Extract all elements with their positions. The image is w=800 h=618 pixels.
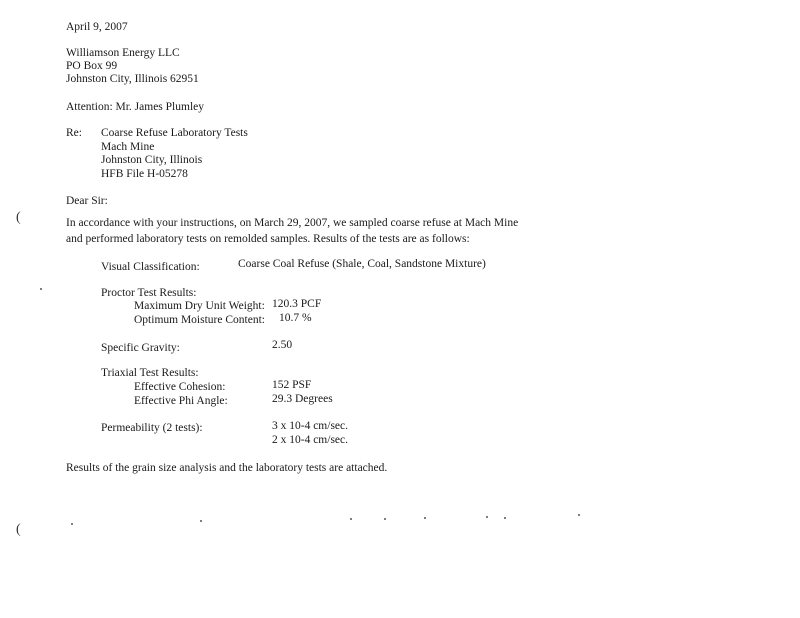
visual-classification-label: Visual Classification:: [101, 261, 200, 273]
re-line: Coarse Refuse Laboratory Tests: [101, 127, 248, 139]
scan-speck: [504, 517, 506, 519]
permeability-value-2: 2 x 10-4 cm/sec.: [272, 434, 349, 446]
scan-speck: [71, 523, 73, 525]
scan-speck: [200, 520, 202, 522]
closing-sentence: Results of the grain size analysis and the laboratory tests are attached.: [66, 462, 388, 474]
attention-line: Attention: Mr. James Plumley: [66, 101, 204, 113]
specific-gravity-label: Specific Gravity:: [101, 342, 180, 354]
recipient-city-state-zip: Johnston City, Illinois 62951: [66, 73, 199, 85]
letter-date: April 9, 2007: [66, 21, 128, 33]
optimum-moisture-label: Optimum Moisture Content:: [134, 314, 265, 326]
scan-speck: [486, 516, 488, 518]
max-dry-unit-weight-label: Maximum Dry Unit Weight:: [134, 300, 265, 312]
scan-speck: [40, 288, 42, 290]
salutation: Dear Sir:: [66, 195, 108, 207]
recipient-company: Williamson Energy LLC: [66, 47, 180, 59]
binder-hole-mark: (: [16, 522, 21, 537]
recipient-po-box: PO Box 99: [66, 60, 118, 72]
scan-speck: [350, 518, 352, 520]
re-line: HFB File H-05278: [101, 168, 188, 180]
binder-hole-mark: (: [16, 210, 21, 225]
triaxial-heading: Triaxial Test Results:: [101, 367, 199, 379]
specific-gravity-value: 2.50: [272, 339, 293, 351]
effective-cohesion-value: 152 PSF: [272, 379, 312, 391]
max-dry-unit-weight-value: 120.3 PCF: [272, 298, 322, 310]
permeability-label: Permeability (2 tests):: [101, 422, 203, 434]
re-label: Re:: [66, 127, 82, 139]
optimum-moisture-value: 10.7 %: [279, 312, 312, 324]
re-line: Johnston City, Illinois: [101, 154, 203, 166]
re-line: Mach Mine: [101, 141, 155, 153]
permeability-value-1: 3 x 10-4 cm/sec.: [272, 420, 349, 432]
scan-speck: [424, 517, 426, 519]
effective-cohesion-label: Effective Cohesion:: [134, 381, 226, 393]
scan-speck: [384, 518, 386, 520]
effective-phi-angle-value: 29.3 Degrees: [272, 393, 333, 405]
scan-speck: [578, 514, 580, 516]
visual-classification-value: Coarse Coal Refuse (Shale, Coal, Sandstone Mixture): [238, 258, 486, 270]
proctor-heading: Proctor Test Results:: [101, 287, 197, 299]
intro-line: In accordance with your instructions, on March 29, 2007, we sampled coarse refuse at Mach Mine: [66, 217, 519, 229]
intro-line: and performed laboratory tests on remolded samples. Results of the tests are as follows:: [66, 233, 470, 245]
effective-phi-angle-label: Effective Phi Angle:: [134, 395, 228, 407]
